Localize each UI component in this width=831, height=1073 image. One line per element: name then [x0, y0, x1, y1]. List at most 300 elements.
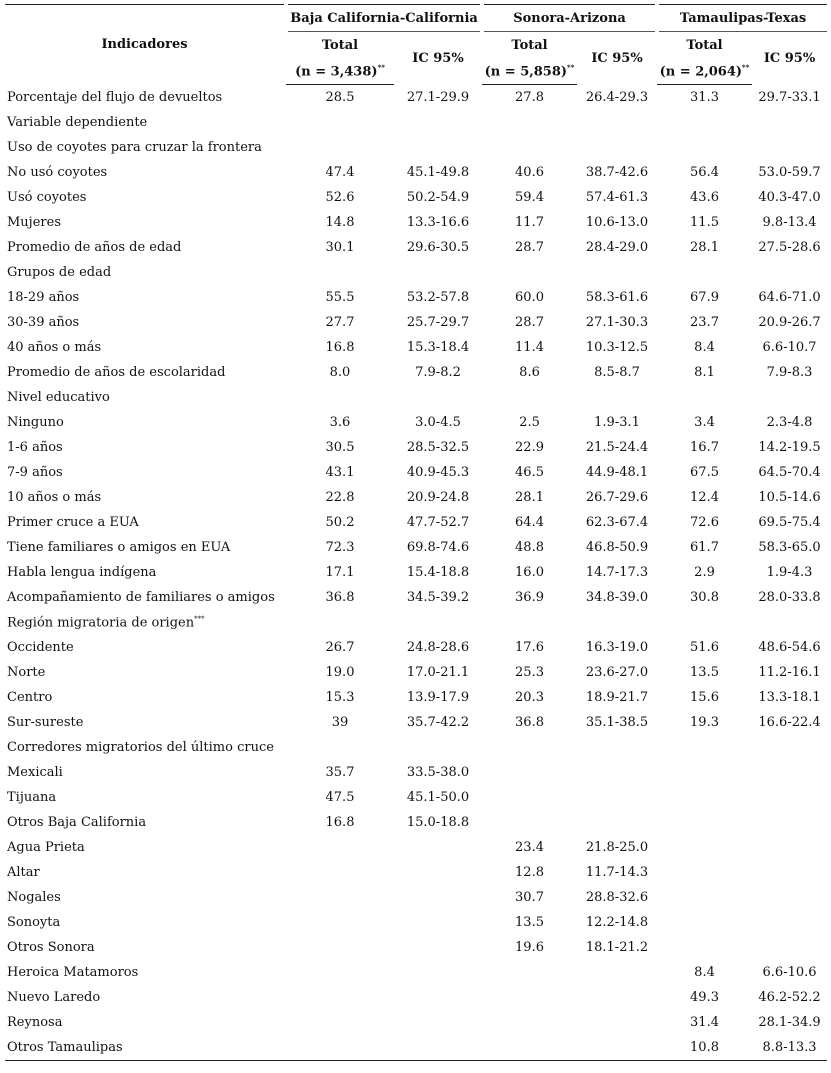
row-label-text: Promedio de años de edad [7, 240, 182, 255]
cell-bc-ci [394, 960, 482, 985]
header-ci-sonora: IC 95% [591, 50, 643, 66]
cell-bc-total: 43.1 [325, 465, 355, 480]
cell-bc-total: 19.0 [325, 665, 355, 680]
row-label [5, 1010, 286, 1035]
table-row [5, 585, 827, 610]
table-row [5, 160, 827, 185]
header-total-tamaulipas: Total [686, 37, 723, 53]
row-label [5, 410, 286, 435]
row-label-text: 30-39 años [7, 315, 80, 330]
cell-sonora-ci: 10.6-13.0 [585, 215, 649, 230]
row-label [5, 260, 286, 285]
table-row [5, 835, 827, 860]
cell-bc-ci: 45.1-49.8 [406, 165, 470, 180]
cell-bc-ci: 15.0-18.8 [406, 815, 470, 830]
row-label-text: Tiene familiares o amigos en EUA [7, 540, 231, 555]
row-label-text: No usó coyotes [7, 165, 108, 180]
cell-tamaulipas-total: 8.1 [694, 365, 715, 380]
cell-sonora-total: 13.5 [515, 915, 544, 930]
cell-tamaulipas-ci: 46.2-52.2 [758, 990, 821, 1005]
cell-bc-total [286, 135, 394, 160]
row-label-text: Mexicali [7, 765, 63, 780]
cell-bc-ci: 13.3-16.6 [406, 215, 470, 230]
cell-sonora-ci: 11.7-14.3 [585, 865, 649, 880]
cell-sonora-ci: 58.3-61.6 [585, 290, 649, 305]
cell-sonora-total [482, 810, 577, 835]
cell-sonora-total [482, 260, 577, 285]
table-row [5, 860, 827, 885]
row-label-text: Grupos de edad [7, 265, 112, 280]
cell-tamaulipas-ci [752, 610, 827, 635]
cell-tamaulipas-total: 61.7 [690, 540, 719, 555]
cell-sonora-total [482, 110, 577, 135]
row-label [5, 835, 286, 860]
row-label-text: Sonoyta [7, 915, 61, 930]
cell-tamaulipas-ci: 9.8-13.4 [762, 215, 817, 230]
cell-tamaulipas-ci [752, 835, 827, 860]
cell-sonora-total: 19.6 [515, 940, 544, 955]
cell-bc-total [286, 260, 394, 285]
cell-tamaulipas-total: 31.4 [690, 1015, 719, 1030]
row-label [5, 285, 286, 310]
cell-tamaulipas-ci: 40.3-47.0 [758, 190, 821, 205]
cell-sonora-total [482, 385, 577, 410]
cell-bc-total [286, 910, 394, 935]
cell-tamaulipas-total: 31.3 [690, 90, 719, 105]
cell-bc-ci: 69.8-74.6 [406, 540, 470, 555]
row-label [5, 210, 286, 235]
table-row [5, 935, 827, 960]
table-row [5, 685, 827, 710]
cell-sonora-ci: 57.4-61.3 [585, 190, 649, 205]
cell-tamaulipas-ci: 69.5-75.4 [758, 515, 821, 530]
footnote-marker: *** [194, 614, 205, 623]
header-ci-bc: IC 95% [412, 50, 464, 66]
cell-bc-total [286, 1010, 394, 1035]
cell-bc-ci: 13.9-17.9 [406, 690, 470, 705]
cell-bc-ci [394, 610, 482, 635]
cell-tamaulipas-total: 2.9 [694, 565, 715, 580]
cell-sonora-total: 22.9 [515, 440, 544, 455]
cell-bc-total [286, 985, 394, 1010]
n-footnote-marker: ** [742, 62, 750, 72]
cell-sonora-ci [577, 260, 657, 285]
table-row [5, 1035, 827, 1061]
cell-tamaulipas-ci: 6.6-10.7 [762, 340, 817, 355]
cell-sonora-ci: 23.6-27.0 [585, 665, 649, 680]
cell-tamaulipas-total: 16.7 [690, 440, 719, 455]
cell-tamaulipas-total [657, 785, 752, 810]
table-header [5, 5, 827, 85]
cell-tamaulipas-ci: 2.3-4.8 [766, 415, 813, 430]
cell-bc-ci: 29.6-30.5 [406, 240, 470, 255]
cell-tamaulipas-total: 23.7 [690, 315, 719, 330]
row-label-text: Acompañamiento de familiares o amigos [7, 590, 275, 605]
cell-bc-ci: 33.5-38.0 [406, 765, 470, 780]
cell-sonora-total: 27.8 [515, 90, 544, 105]
cell-tamaulipas-total: 8.4 [694, 965, 715, 980]
cell-tamaulipas-ci: 48.6-54.6 [758, 640, 821, 655]
row-label [5, 710, 286, 735]
cell-bc-total: 30.5 [325, 440, 355, 455]
cell-bc-ci: 7.9-8.2 [415, 365, 461, 380]
cell-bc-ci: 15.4-18.8 [406, 565, 470, 580]
cell-bc-total [286, 960, 394, 985]
row-label-text: Sur-sureste [7, 715, 84, 730]
cell-bc-ci [394, 385, 482, 410]
table-row [5, 485, 827, 510]
cell-tamaulipas-total: 49.3 [690, 990, 719, 1005]
cell-sonora-total: 20.3 [515, 690, 544, 705]
cell-sonora-ci: 44.9-48.1 [585, 465, 649, 480]
cell-tamaulipas-total: 12.4 [690, 490, 719, 505]
cell-tamaulipas-ci [752, 785, 827, 810]
cell-bc-ci: 27.1-29.9 [406, 89, 470, 105]
cell-sonora-total: 40.6 [515, 165, 544, 180]
cell-bc-ci: 50.2-54.9 [406, 190, 470, 205]
table-row [5, 260, 827, 285]
row-label-text: Primer cruce a EUA [7, 515, 139, 530]
row-label [5, 85, 286, 111]
cell-tamaulipas-total [657, 835, 752, 860]
cell-sonora-ci: 34.8-39.0 [585, 590, 649, 605]
row-label-text: Otros Baja California [7, 815, 147, 830]
cell-sonora-ci: 26.7-29.6 [585, 490, 649, 505]
cell-tamaulipas-ci: 16.6-22.4 [758, 715, 821, 730]
table-row [5, 885, 827, 910]
cell-sonora-ci: 28.8-32.6 [585, 890, 649, 905]
cell-sonora-total: 25.3 [515, 665, 544, 680]
row-label-text: Nivel educativo [7, 390, 110, 405]
row-label [5, 535, 286, 560]
cell-bc-total: 17.1 [325, 565, 355, 580]
cell-tamaulipas-ci: 10.5-14.6 [758, 490, 821, 505]
table-row [5, 385, 827, 410]
cell-tamaulipas-total [657, 860, 752, 885]
cell-sonora-ci [577, 985, 657, 1010]
cell-bc-ci: 53.2-57.8 [406, 290, 470, 305]
cell-sonora-total: 16.0 [515, 565, 544, 580]
cell-tamaulipas-total [657, 760, 752, 785]
header-region-bc: Baja California-California [286, 5, 482, 32]
row-label [5, 685, 286, 710]
row-label [5, 185, 286, 210]
row-label [5, 860, 286, 885]
cell-sonora-ci: 38.7-42.6 [585, 165, 649, 180]
cell-bc-total: 22.8 [325, 490, 355, 505]
row-label-text: Agua Prieta [7, 840, 85, 855]
cell-sonora-ci [577, 110, 657, 135]
cell-bc-ci: 24.8-28.6 [406, 640, 470, 655]
table-row [5, 660, 827, 685]
row-label-text: 1-6 años [7, 440, 63, 455]
cell-sonora-total: 36.9 [515, 590, 544, 605]
cell-sonora-total: 60.0 [515, 290, 544, 305]
row-label-text: 7-9 años [7, 465, 63, 480]
row-label-text: Región migratoria de origen [7, 615, 195, 631]
cell-sonora-total: 12.8 [515, 865, 544, 880]
row-label-text: Porcentaje del flujo de devueltos [7, 89, 223, 105]
row-label [5, 335, 286, 360]
header-total-sonora: Total [511, 37, 548, 53]
cell-tamaulipas-total: 19.3 [690, 715, 719, 730]
table-row [5, 785, 827, 810]
cell-bc-total: 47.5 [325, 790, 355, 805]
cell-tamaulipas-ci [752, 885, 827, 910]
cell-sonora-total [482, 960, 577, 985]
cell-tamaulipas-total: 43.6 [690, 190, 719, 205]
cell-sonora-ci [577, 785, 657, 810]
cell-bc-ci [394, 260, 482, 285]
cell-tamaulipas-total: 72.6 [690, 515, 719, 530]
cell-bc-total [286, 1035, 394, 1061]
row-label [5, 910, 286, 935]
table-row [5, 110, 827, 135]
cell-sonora-ci: 46.8-50.9 [585, 540, 649, 555]
cell-bc-ci: 47.7-52.7 [406, 515, 470, 530]
row-label-text: Habla lengua indígena [7, 565, 157, 580]
cell-sonora-total: 30.7 [515, 890, 544, 905]
row-label-text: 10 años o más [7, 490, 102, 505]
cell-bc-ci [394, 1035, 482, 1061]
cell-tamaulipas-total [657, 885, 752, 910]
cell-bc-total: 35.7 [325, 765, 355, 780]
cell-tamaulipas-ci: 20.9-26.7 [758, 315, 821, 330]
table-row [5, 510, 827, 535]
row-label [5, 785, 286, 810]
cell-sonora-ci: 28.4-29.0 [585, 240, 649, 255]
cell-tamaulipas-ci [752, 135, 827, 160]
cell-tamaulipas-ci: 64.5-70.4 [758, 465, 821, 480]
cell-sonora-total: 8.6 [519, 365, 540, 380]
cell-bc-ci: 20.9-24.8 [406, 490, 470, 505]
table-row [5, 985, 827, 1010]
row-label [5, 235, 286, 260]
cell-sonora-total: 59.4 [515, 190, 544, 205]
cell-tamaulipas-ci [752, 260, 827, 285]
cell-tamaulipas-total [657, 810, 752, 835]
row-label [5, 810, 286, 835]
cell-sonora-total: 28.7 [515, 240, 544, 255]
cell-sonora-total [482, 735, 577, 760]
table-row [5, 210, 827, 235]
cell-bc-ci: 35.7-42.2 [406, 715, 470, 730]
cell-sonora-total: 46.5 [515, 465, 544, 480]
cell-sonora-total: 2.5 [519, 415, 540, 430]
cell-sonora-ci [577, 135, 657, 160]
row-label-text: Promedio de años de escolaridad [7, 365, 226, 380]
cell-bc-total [286, 110, 394, 135]
table-row [5, 335, 827, 360]
table-row [5, 235, 827, 260]
cell-sonora-ci [577, 610, 657, 635]
table-row [5, 360, 827, 385]
cell-tamaulipas-total: 30.8 [690, 590, 719, 605]
row-label [5, 935, 286, 960]
cell-tamaulipas-total: 10.8 [657, 1035, 752, 1061]
row-label-text: Tijuana [7, 790, 57, 805]
table-row [5, 710, 827, 735]
cell-tamaulipas-ci [752, 385, 827, 410]
table-row [5, 960, 827, 985]
cell-tamaulipas-total: 56.4 [690, 165, 719, 180]
cell-tamaulipas-ci: 64.6-71.0 [758, 290, 821, 305]
header-ci-tamaulipas: IC 95% [763, 50, 816, 66]
row-label [5, 460, 286, 485]
table-row [5, 635, 827, 660]
table-row [5, 810, 827, 835]
row-label-text: 18-29 años [7, 290, 80, 305]
row-label [5, 960, 286, 985]
cell-bc-ci: 45.1-50.0 [406, 790, 470, 805]
n-value: (n = 3,438) [295, 64, 378, 80]
row-label-text: Otros Tamaulipas [7, 1040, 123, 1055]
cell-tamaulipas-total [657, 260, 752, 285]
row-label [5, 360, 286, 385]
cell-bc-total: 55.5 [325, 290, 355, 305]
cell-bc-ci: 25.7-29.7 [406, 315, 470, 330]
row-label-text: Altar [7, 865, 40, 880]
row-label-text: Variable dependiente [7, 115, 148, 130]
row-label-text: Heroica Matamoros [7, 965, 139, 980]
row-label [5, 1035, 286, 1061]
row-label [5, 610, 286, 635]
cell-bc-ci: 34.5-39.2 [406, 590, 470, 605]
cell-bc-ci [394, 835, 482, 860]
cell-tamaulipas-total: 3.4 [694, 415, 715, 430]
cell-tamaulipas-ci: 29.7-33.1 [758, 89, 821, 105]
n-footnote-marker: ** [567, 62, 575, 72]
cell-bc-total [286, 885, 394, 910]
row-label-text: Occidente [7, 640, 74, 655]
cell-tamaulipas-ci: 8.8-13.3 [752, 1035, 827, 1061]
cell-bc-total: 36.8 [325, 590, 355, 605]
row-label-text: Uso de coyotes para cruzar la frontera [7, 140, 262, 155]
header-region-sonora: Sonora-Arizona [482, 5, 657, 32]
cell-tamaulipas-total [657, 385, 752, 410]
cell-sonora-ci: 21.8-25.0 [585, 840, 649, 855]
cell-tamaulipas-total: 51.6 [690, 640, 719, 655]
cell-tamaulipas-ci: 1.9-4.3 [766, 565, 813, 580]
cell-sonora-total: 23.4 [515, 840, 544, 855]
cell-tamaulipas-total: 15.6 [690, 690, 719, 705]
cell-sonora-total: 48.8 [515, 540, 544, 555]
row-label [5, 110, 286, 135]
cell-bc-ci: 40.9-45.3 [406, 465, 470, 480]
cell-sonora-ci: 14.7-17.3 [585, 565, 649, 580]
cell-tamaulipas-total: 28.1 [690, 240, 719, 255]
cell-tamaulipas-total: 67.5 [690, 465, 719, 480]
cell-bc-total: 72.3 [325, 540, 355, 555]
cell-bc-total: 3.6 [329, 415, 351, 430]
row-label-text: Nuevo Laredo [7, 990, 101, 1005]
table-row [5, 760, 827, 785]
cell-bc-total: 52.6 [325, 190, 355, 205]
cell-bc-ci [394, 985, 482, 1010]
row-label-text: Centro [7, 690, 53, 705]
cell-bc-total: 47.4 [325, 165, 355, 180]
cell-sonora-total: 28.7 [515, 315, 544, 330]
cell-bc-ci [394, 135, 482, 160]
cell-bc-ci [394, 935, 482, 960]
cell-bc-total: 30.1 [325, 240, 355, 255]
cell-sonora-total: 36.8 [515, 715, 544, 730]
row-label [5, 435, 286, 460]
cell-tamaulipas-ci [752, 810, 827, 835]
cell-tamaulipas-ci: 14.2-19.5 [758, 440, 821, 455]
cell-sonora-ci: 1.9-3.1 [594, 415, 640, 430]
row-label-text: Usó coyotes [7, 190, 87, 205]
n-value: (n = 2,064) [659, 64, 743, 80]
cell-bc-ci [394, 860, 482, 885]
cell-sonora-ci: 8.5-8.7 [594, 365, 640, 380]
cell-sonora-ci [577, 1010, 657, 1035]
cell-tamaulipas-ci: 27.5-28.6 [758, 240, 821, 255]
cell-bc-total [286, 935, 394, 960]
header-indicadores: Indicadores [5, 5, 286, 85]
header-n-sonora [482, 58, 577, 85]
cell-tamaulipas-ci: 6.6-10.6 [762, 965, 817, 980]
cell-bc-total: 15.3 [325, 690, 355, 705]
cell-tamaulipas-total: 8.4 [694, 340, 715, 355]
cell-bc-ci: 17.0-21.1 [406, 665, 470, 680]
row-label-text: Reynosa [7, 1015, 63, 1030]
row-label [5, 760, 286, 785]
cell-bc-total: 14.8 [325, 215, 355, 230]
cell-sonora-ci: 27.1-30.3 [585, 315, 649, 330]
cell-bc-ci [394, 110, 482, 135]
row-label-text: Mujeres [7, 215, 61, 230]
cell-tamaulipas-ci [752, 760, 827, 785]
table-row [5, 85, 827, 111]
row-label [5, 385, 286, 410]
row-label [5, 660, 286, 685]
cell-sonora-ci: 18.9-21.7 [585, 690, 649, 705]
cell-bc-ci [394, 885, 482, 910]
cell-sonora-total: 11.4 [515, 340, 544, 355]
table-row [5, 735, 827, 760]
cell-sonora-ci [577, 385, 657, 410]
header-n-bc [286, 58, 394, 85]
indicators-table [5, 4, 827, 1061]
cell-sonora-ci: 16.3-19.0 [585, 640, 649, 655]
cell-sonora-total: 28.1 [515, 490, 544, 505]
cell-bc-ci: 28.5-32.5 [406, 440, 470, 455]
cell-bc-ci [394, 735, 482, 760]
cell-sonora-total [482, 985, 577, 1010]
cell-tamaulipas-total: 13.5 [690, 665, 719, 680]
cell-tamaulipas-ci: 53.0-59.7 [758, 165, 821, 180]
table-row [5, 285, 827, 310]
row-label-text: Nogales [7, 890, 61, 905]
n-value: (n = 5,858) [484, 64, 568, 80]
cell-bc-ci [394, 910, 482, 935]
cell-bc-total: 39 [331, 715, 349, 730]
cell-sonora-total [482, 785, 577, 810]
table-row [5, 410, 827, 435]
table-row [5, 1010, 827, 1035]
row-label [5, 885, 286, 910]
cell-bc-total [286, 385, 394, 410]
cell-tamaulipas-total [657, 935, 752, 960]
row-label-text: Ninguno [7, 415, 64, 430]
cell-sonora-total: 17.6 [515, 640, 544, 655]
row-label [5, 160, 286, 185]
table-row [5, 910, 827, 935]
cell-sonora-ci: 35.1-38.5 [585, 715, 649, 730]
row-label [5, 635, 286, 660]
cell-sonora-ci: 62.3-67.4 [585, 515, 649, 530]
